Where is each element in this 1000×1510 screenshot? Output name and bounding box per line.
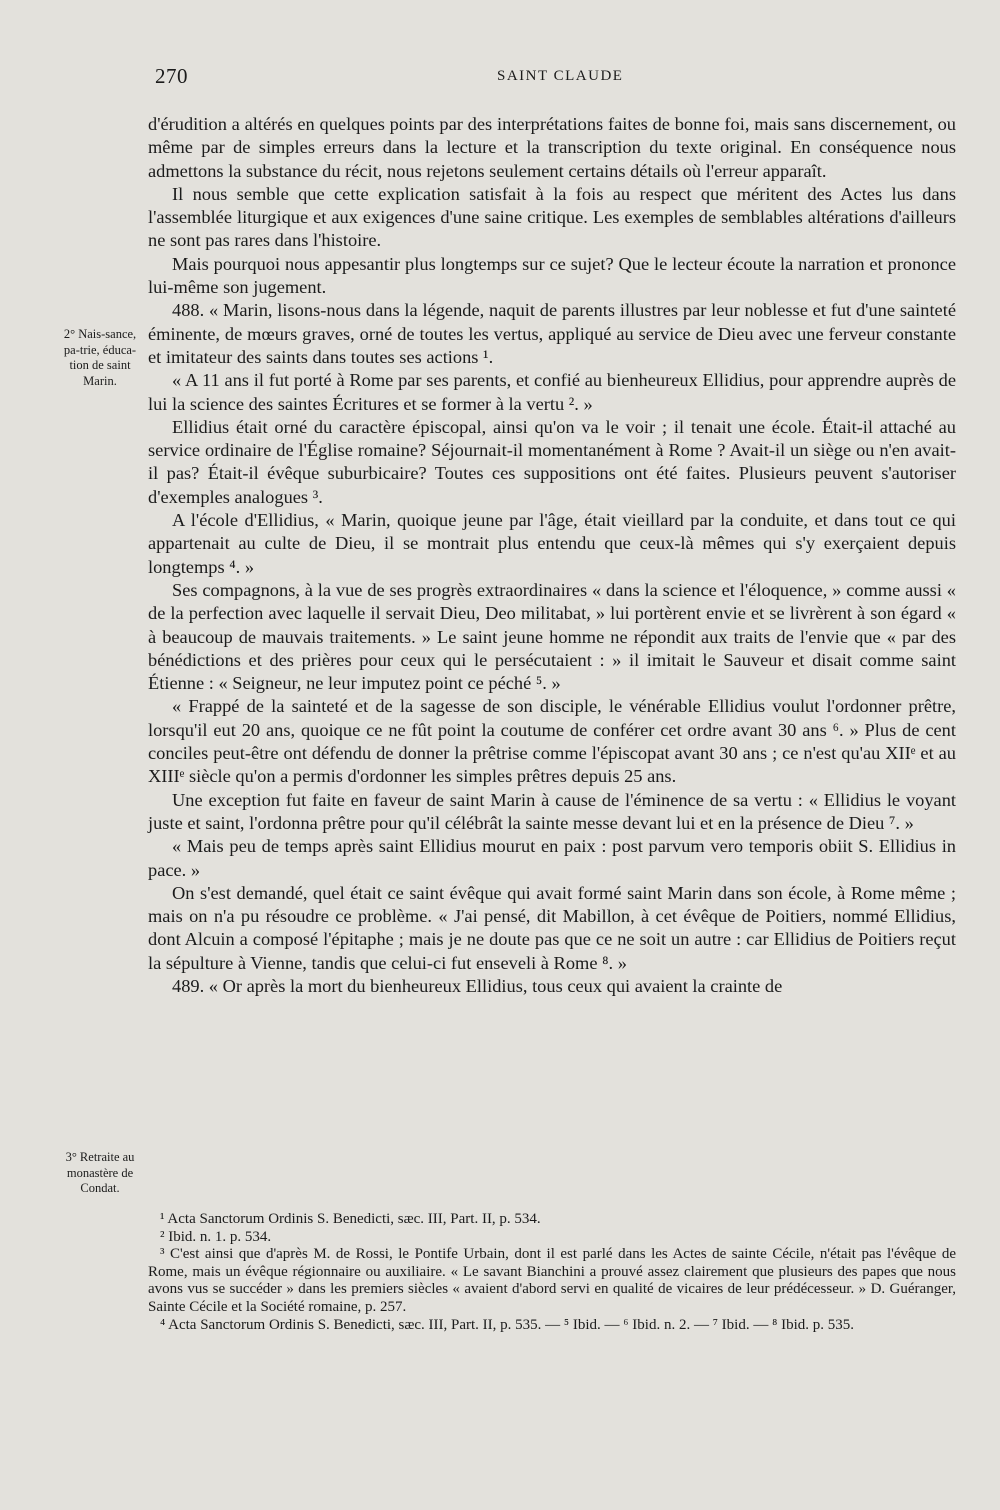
body-text: [148, 113, 956, 998]
footnote: ² Ibid. n. 1. p. 534.: [160, 1228, 272, 1245]
footnote: ¹ Acta Sanctorum Ordinis S. Benedicti, sæc. III, Part. II, p. 534.: [160, 1211, 541, 1227]
paragraph: Une exception fut faite en faveur de saint Marin à cause de l'éminence de sa vertu : « Ellidius le voyant juste et saint, l'ordonna prêtre pour qu'il célébrât la sainte messe devant lui et en la présence de Dieu ⁷. »: [148, 789, 956, 833]
footnote: ⁴ Acta Sanctorum Ordinis S. Benedicti, sæc. III, Part. II, p. 535. — ⁵ Ibid. — ⁶ Ibid. n. 2. — ⁷ Ibid. — ⁸ Ibid. p. 535.: [160, 1316, 854, 1333]
paragraph: Il nous semble que cette explication satisfait à la fois au respect que méritent des Actes lus dans l'assemblée liturgique et aux exigences d'une saine critique. Les exemples de semblables altérations d'ailleurs ne sont pas rares dans l'histoire.: [148, 183, 956, 251]
page-number: 270: [155, 64, 188, 88]
paragraph: « Frappé de la sainteté et de la sagesse de son disciple, le vénérable Ellidius voulut l'ordonner prêtre, lorsqu'il eut 20 ans, quoique ce ne fût point la coutume de conférer cet ordre avant 30 ans ⁶. » Plus de cent conciles peut-être ont défendu de donner la prêtrise comme l'épiscopat avant 30 ans ; ce n'est qu'au XIIᵉ et au XIIIᵉ siècle qu'on a permis d'ordonner les simples prêtres depuis 25 ans.: [148, 696, 956, 787]
footnote: ³ C'est ainsi que d'après M. de Rossi, le Pontife Urbain, dont il est parlé dans les Actes de sainte Cécile, n'était pas l'évêque de Rome, mais un évêque régionnaire ou auxiliaire. « Le savant Bianchini a prouvé assez clairement que plusieurs des papes que nous avons vus se succéder » dans les premiers siècles « avaient d'abord servi en qualité de vicaires de leur prédécesseur. » D. Guéranger, Sainte Cécile et la Société romaine, p. 257.: [148, 1246, 956, 1315]
paragraph: « Mais peu de temps après saint Ellidius mourut en paix : post parvum vero temporis obiit S. Ellidius in pace. »: [148, 836, 956, 880]
paragraph: Mais pourquoi nous appesantir plus longtemps sur ce sujet? Que le lecteur écoute la narration et prononce lui-même son jugement.: [148, 253, 956, 298]
paragraph: « A 11 ans il fut porté à Rome par ses parents, et confié au bienheureux Ellidius, pour apprendre auprès de lui la science des saintes Écritures et se former à la vertu ². »: [148, 370, 956, 414]
paragraph: Ses compagnons, à la vue de ses progrès extraordinaires « dans la science et l'éloquence, » comme aussi « de la perfection avec laquelle il servait Dieu, Deo militabat, » lui portèrent envie et se livrèrent à son égard « à beaucoup de mauvais traitements. » Le saint jeune homme ne répondit aux traits de l'envie que « par des bénédictions et des prières pour ceux qui le persécutaient : » il imitait le Sauveur et disait comme saint Étienne : « Seigneur, ne leur imputez point ce péché ⁵. »: [148, 579, 956, 694]
paragraph: On s'est demandé, quel était ce saint évêque qui avait formé saint Marin dans son école, à Rome même ; mais on n'a pu résoudre ce problème. « J'ai pensé, dit Mabillon, à cet évêque de Poitiers, nommé Ellidius, dont Alcuin a composé l'épitaphe ; mais je ne doute pas que ce ne soit un autre : car Ellidius de Poitiers reçut la sépulture à Vienne, tandis que celui-ci fut enseveli à Rome ⁸. »: [148, 882, 956, 973]
paragraph: 489. « Or après la mort du bienheureux Ellidius, tous ceux qui avaient la crainte de: [172, 975, 783, 996]
margin-note: 3° Retraite au monastère de Condat.: [65, 1150, 135, 1195]
paragraph: 488. « Marin, lisons-nous dans la légende, naquit de parents illustres par leur noblesse et fut d'une sainteté éminente, de mœurs graves, orné de toutes les vertus, appliqué au service de Dieu avec une ferveur constante et imitateur des saints dans toutes ses actions ¹.: [148, 300, 956, 367]
footnotes: [148, 1211, 956, 1334]
paragraph: d'érudition a altérés en quelques points par des interprétations faites de bonne foi, mais sans discernement, ou même par de simples erreurs dans la lecture et la transcription du texte original. En conséquence nous admettons la substance du récit, nous rejetons seulement certains détails où l'erreur apparaît.: [148, 114, 956, 181]
running-head: SAINT CLAUDE: [497, 68, 624, 84]
paragraph: Ellidius était orné du caractère épiscopal, ainsi qu'on va le voir ; il tenait une école. Était-il attaché au service ordinaire de l'Église romaine? Séjournait-il momentanément à Rome ? Avait-il un siège ou n'en avait-il pas? Était-il évêque suburbicaire? Toutes ces suppositions ont été faites. Plusieurs peuvent s'autoriser d'exemples analogues ³.: [148, 416, 956, 507]
paragraph: A l'école d'Ellidius, « Marin, quoique jeune par l'âge, était vieillard par la conduite, et dans tout ce qui appartenait au culte de Dieu, il se montrait plus entendu que ceux-là mêmes qui s'y exerçaient depuis longtemps ⁴. »: [148, 510, 956, 577]
page-header: [155, 64, 955, 94]
margin-note: 2° Nais-sance, pa-trie, éduca-tion de saint Marin.: [63, 327, 137, 388]
